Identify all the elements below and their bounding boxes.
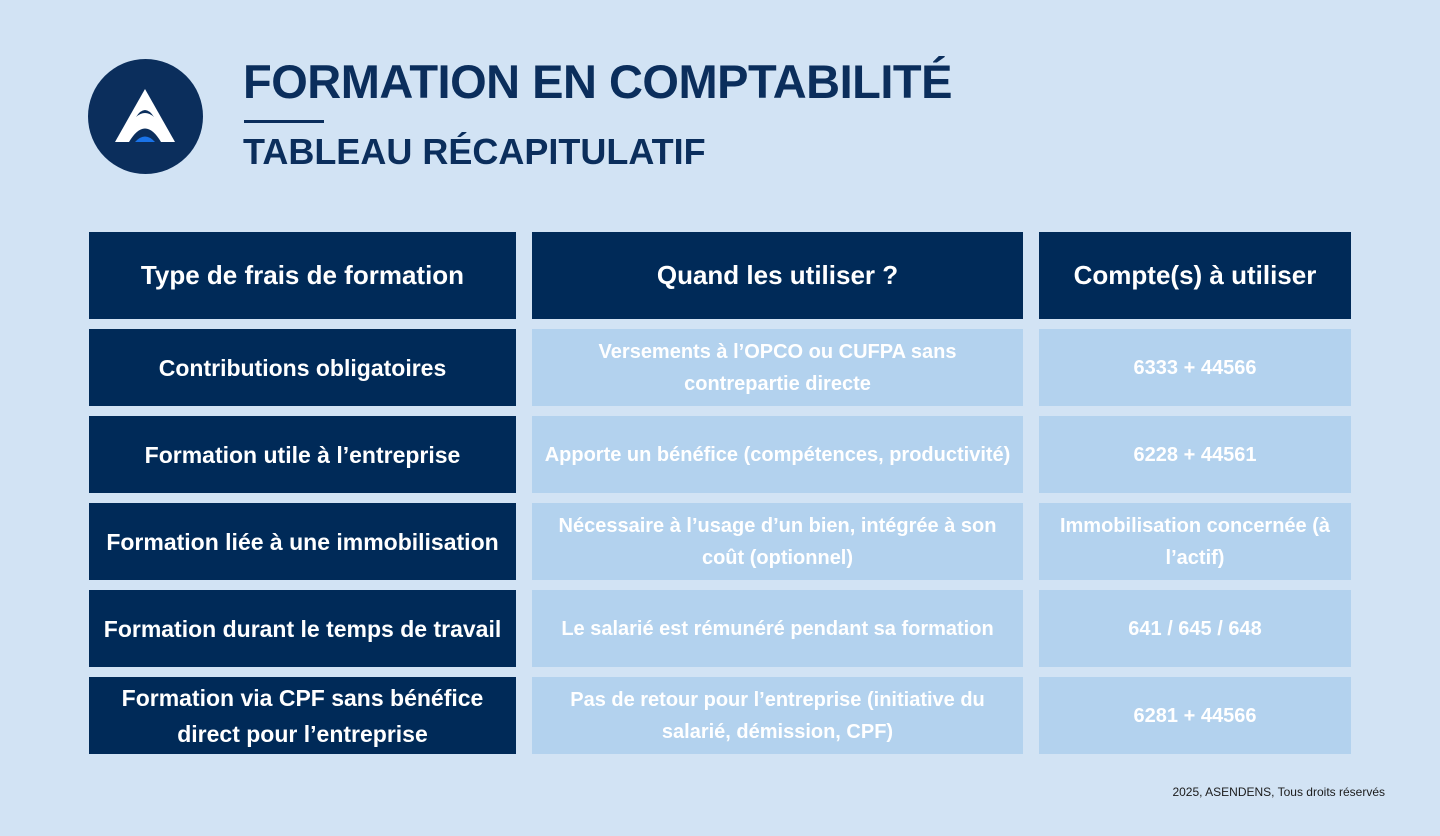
header-expense-type: Type de frais de formation [89,232,516,319]
logo-mark [88,59,203,174]
title-divider [244,120,324,123]
table-header-row [89,232,1351,319]
when-to-use-cell: Le salarié est rémunéré pendant sa formation [532,590,1023,667]
page-subtitle: TABLEAU RÉCAPITULATIF [243,131,706,172]
table-row [89,503,1351,580]
table-row [89,677,1351,754]
expense-type-cell: Formation durant le temps de travail [89,590,516,667]
page-title: FORMATION EN COMPTABILITÉ [243,55,952,108]
expense-type-cell: Formation via CPF sans bénéfice direct pour l’entreprise [89,677,516,754]
table-row [89,416,1351,493]
copyright-footer: 2025, ASENDENS, Tous droits réservés [1172,785,1385,799]
table-row [89,329,1351,406]
header-accounts: Compte(s) à utiliser [1039,232,1351,319]
when-to-use-cell: Nécessaire à l’usage d’un bien, intégrée à son coût (optionnel) [532,503,1023,580]
account-cell: Immobilisation concernée (à l’actif) [1039,503,1351,580]
summary-table [89,232,1351,754]
account-cell: 6333 + 44566 [1039,329,1351,406]
account-cell: 641 / 645 / 648 [1039,590,1351,667]
table-row [89,590,1351,667]
when-to-use-cell: Versements à l’OPCO ou CUFPA sans contrepartie directe [532,329,1023,406]
when-to-use-cell: Pas de retour pour l’entreprise (initiative du salarié, démission, CPF) [532,677,1023,754]
expense-type-cell: Contributions obligatoires [89,329,516,406]
asendens-logo-icon [88,59,203,174]
account-cell: 6281 + 44566 [1039,677,1351,754]
expense-type-cell: Formation utile à l’entreprise [89,416,516,493]
when-to-use-cell: Apporte un bénéfice (compétences, productivité) [532,416,1023,493]
account-cell: 6228 + 44561 [1039,416,1351,493]
expense-type-cell: Formation liée à une immobilisation [89,503,516,580]
header-when-to-use: Quand les utiliser ? [532,232,1023,319]
